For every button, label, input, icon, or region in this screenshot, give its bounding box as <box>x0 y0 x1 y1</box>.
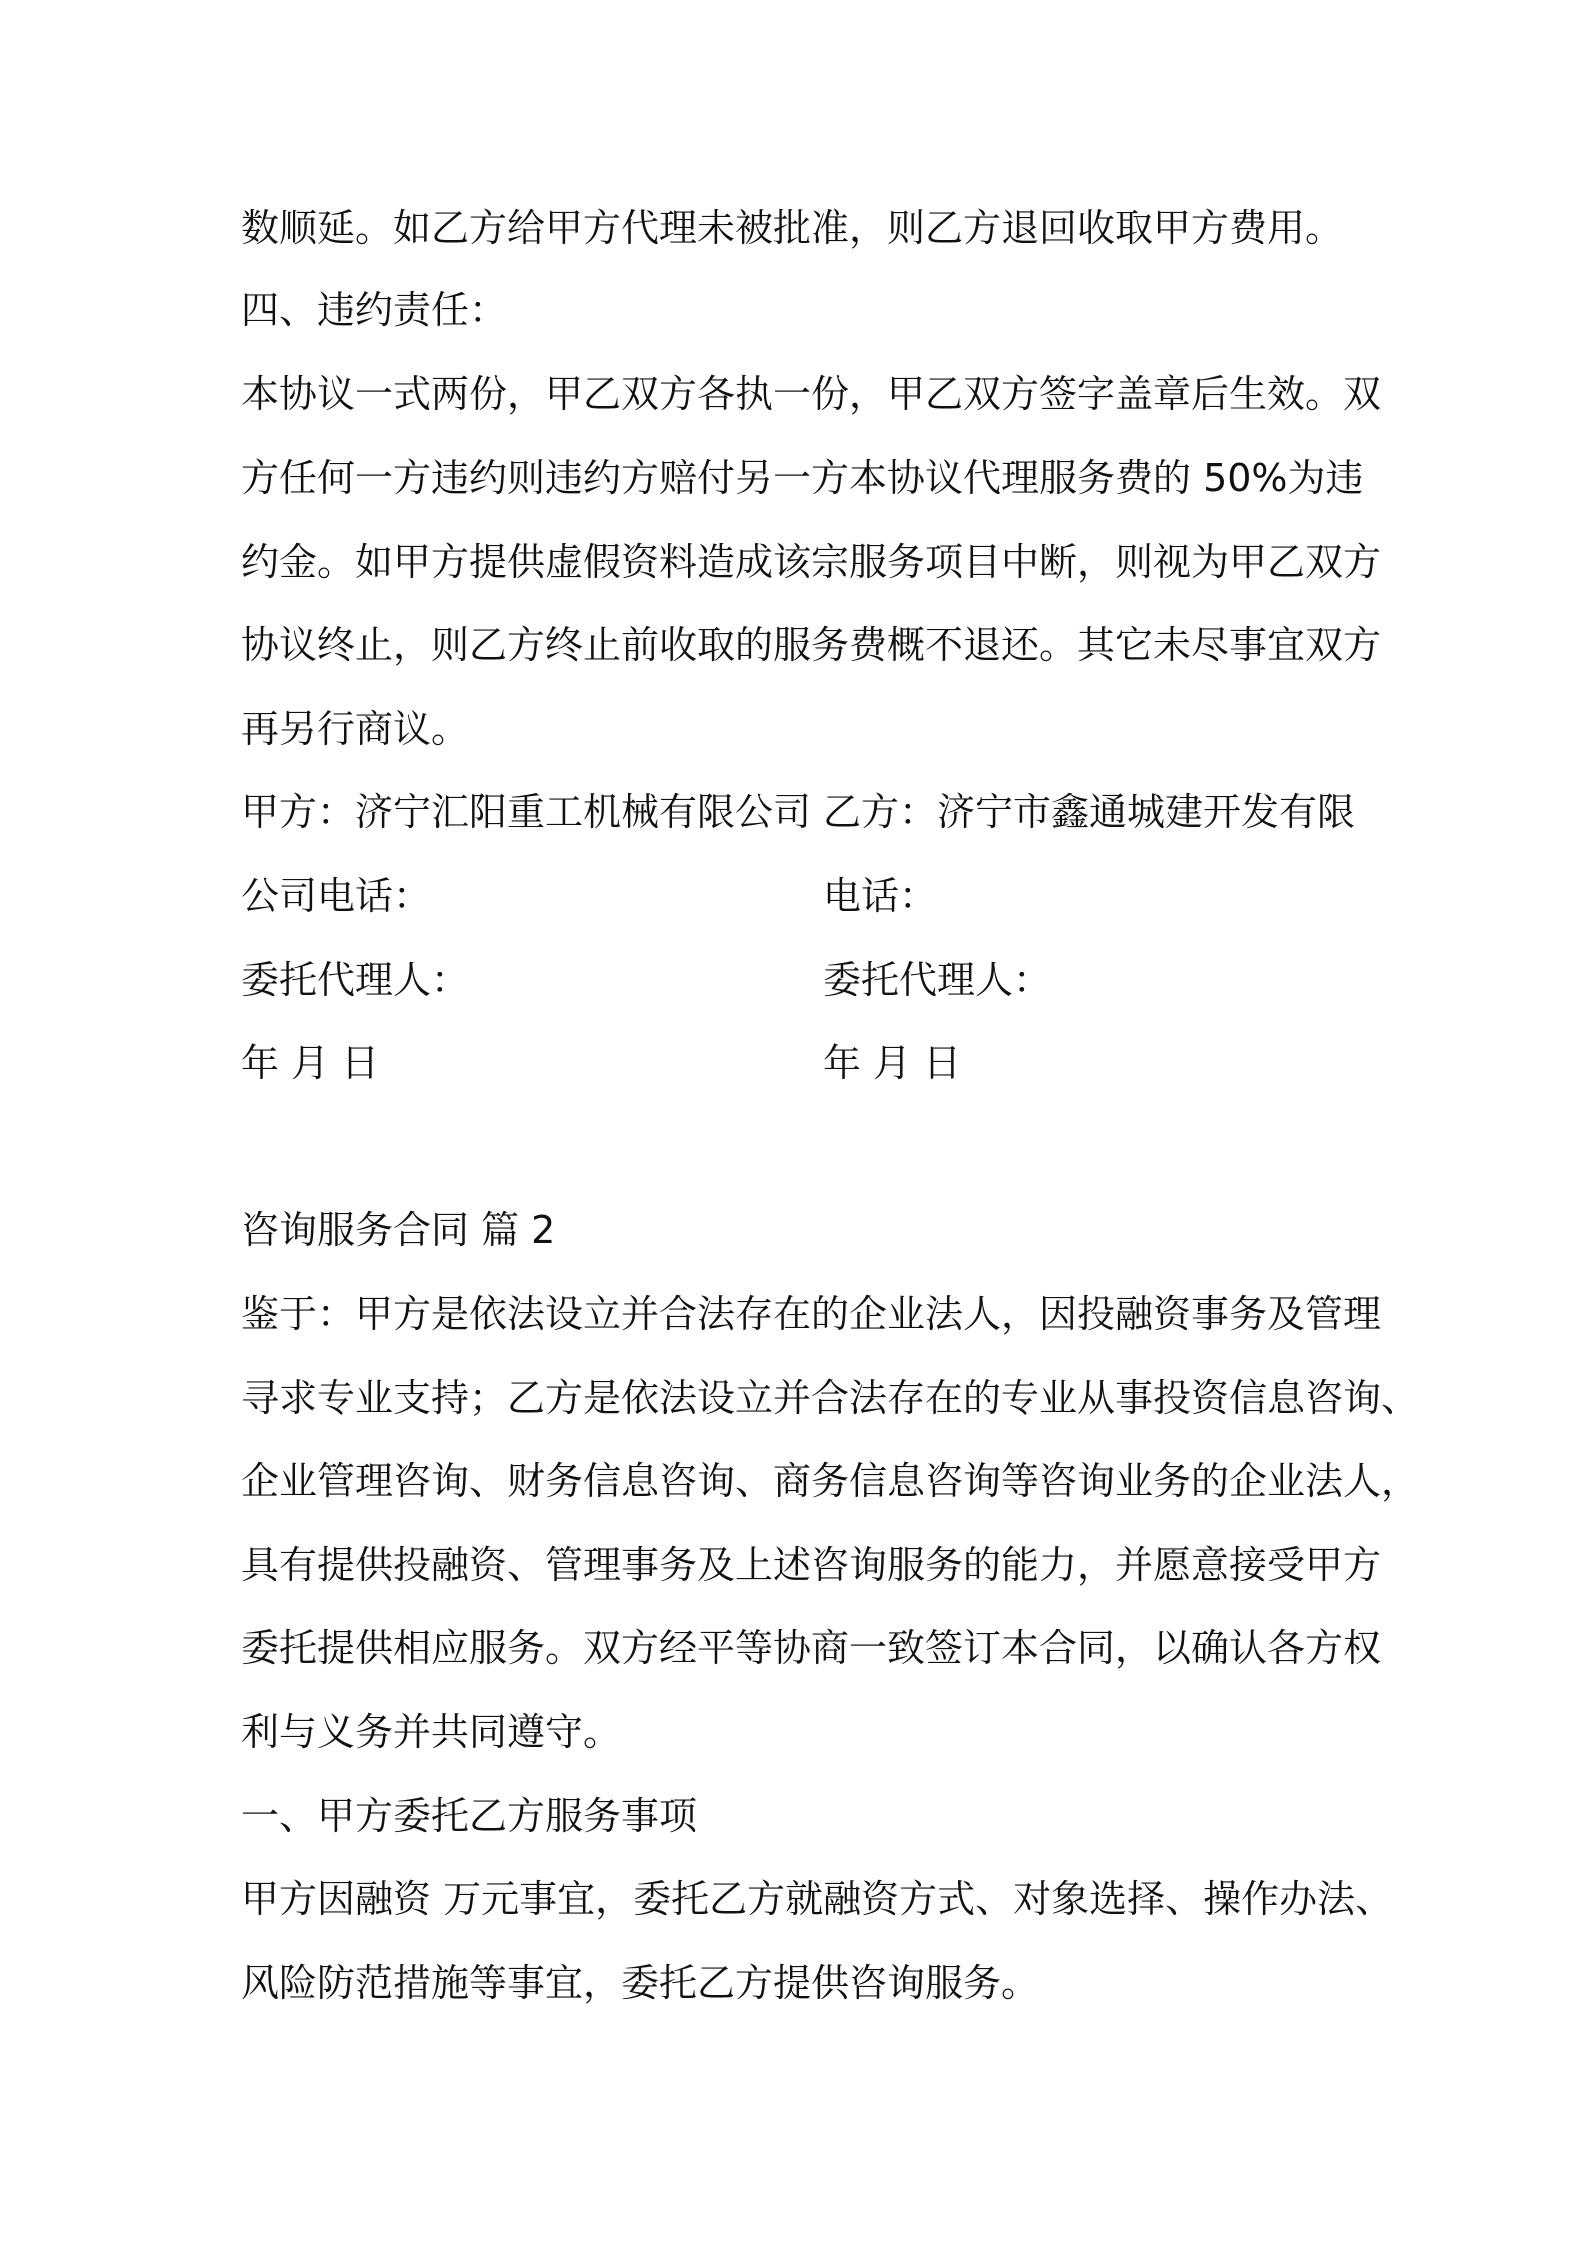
section-heading-breach: 四、违约责任： <box>241 288 508 332</box>
part2-paragraph-line: 企业管理咨询、财务信息咨询、商务信息咨询等咨询业务的企业法人， <box>241 1459 1420 1503</box>
party-b-agent: 委托代理人： <box>823 958 1052 1002</box>
part2-paragraph-line: 具有提供投融资、管理事务及上述咨询服务的能力，并愿意接受甲方 <box>241 1543 1382 1587</box>
part2-paragraph-line: 利与义务并共同遵守。 <box>241 1710 622 1754</box>
paragraph-line: 协议终止，则乙方终止前收取的服务费概不退还。其它未尽事宜双方 <box>241 623 1382 667</box>
part2-paragraph-line: 委托提供相应服务。双方经平等协商一致签订本合同，以确认各方权 <box>241 1626 1382 1670</box>
part2-title: 咨询服务合同 篇 2 <box>241 1208 556 1252</box>
paragraph-line: 约金。如甲方提供虚假资料造成该宗服务项目中断，则视为甲乙双方 <box>241 540 1382 584</box>
party-a-phone: 公司电话： <box>241 874 432 918</box>
party-a-name: 甲方：济宁汇阳重工机械有限公司 <box>241 790 812 834</box>
party-a-date: 年 月 日 <box>241 1041 380 1085</box>
part2-paragraph-line: 风险防范措施等事宜，委托乙方提供咨询服务。 <box>241 1961 1040 2005</box>
part2-paragraph-line: 寻求专业支持；乙方是依法设立并合法存在的专业从事投资信息咨询、 <box>241 1376 1420 1420</box>
paragraph-line: 数顺延。如乙方给甲方代理未被批准，则乙方退回收取甲方费用。 <box>241 206 1344 250</box>
section-heading-service-items: 一、甲方委托乙方服务事项 <box>241 1794 698 1838</box>
party-b-date: 年 月 日 <box>823 1041 962 1085</box>
party-a-agent: 委托代理人： <box>241 958 470 1002</box>
paragraph-line: 本协议一式两份，甲乙双方各执一份，甲乙双方签字盖章后生效。双 <box>241 372 1382 416</box>
paragraph-line: 再另行商议。 <box>241 707 470 751</box>
party-b-phone: 电话： <box>823 874 938 918</box>
paragraph-line: 方任何一方违约则违约方赔付另一方本协议代理服务费的 50%为违 <box>241 456 1364 500</box>
party-b-name: 乙方：济宁市鑫通城建开发有限 <box>823 790 1356 834</box>
part2-paragraph-line: 鉴于：甲方是依法设立并合法存在的企业法人，因投融资事务及管理 <box>241 1292 1382 1336</box>
part2-paragraph-line: 甲方因融资 万元事宜，委托乙方就融资方式、对象选择、操作办法、 <box>241 1877 1394 1921</box>
